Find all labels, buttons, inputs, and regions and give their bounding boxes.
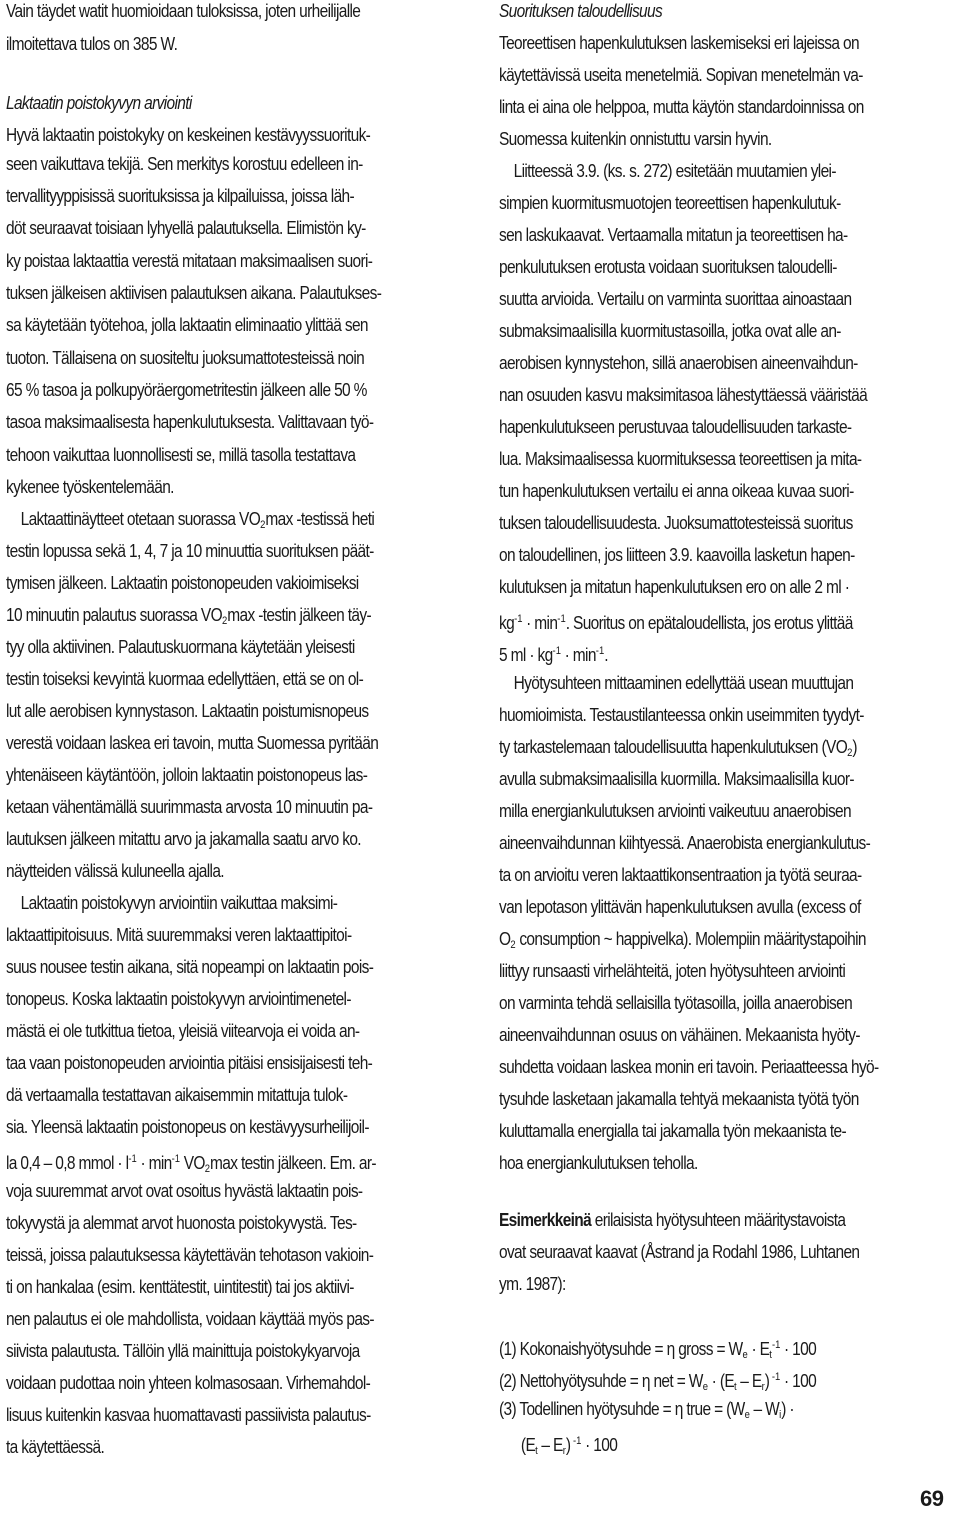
text-segment: . Suoritus on epätaloudellista, jos erotus ylittää xyxy=(565,613,853,633)
text-line xyxy=(499,320,841,342)
text-segment: dä vertaamalla testattavan aikaisemmin mitattuja tulok- xyxy=(6,1085,348,1105)
text-line xyxy=(499,0,662,22)
text-line xyxy=(499,928,866,956)
text-segment: · 100 xyxy=(581,1435,618,1455)
text-segment: linta ei aina ole helppoa, mutta käytön standardoinnissa on xyxy=(499,97,864,117)
text-segment: avulla submaksimaalisilla kuormilla. Maksimaalisilla kuor- xyxy=(499,769,854,789)
text-segment: . xyxy=(604,645,608,665)
text-segment: suus nousee testin aikana, sitä nopeampi on laktaatin pois- xyxy=(6,957,374,977)
text-segment: max -testissä heti xyxy=(265,509,375,529)
text-line xyxy=(6,636,355,658)
superscript: -1 xyxy=(595,645,605,657)
text-line xyxy=(499,288,851,310)
text-segment: ketaan vähentämällä suurimmasta arvosta 10 minuutin pa- xyxy=(6,797,373,817)
text-line xyxy=(499,1273,566,1295)
text-segment: ) · xyxy=(781,1399,794,1419)
text-segment: 10 minuutin palautus suorassa VO xyxy=(6,605,223,625)
superscript: -1 xyxy=(514,613,523,625)
text-line xyxy=(6,892,337,914)
text-segment: 65 % tasoa ja polkupyöräergometritestin jälkeen alle 50 % xyxy=(6,380,367,400)
text-line xyxy=(6,185,354,207)
subscript: t xyxy=(734,1381,737,1393)
text-segment: siivista palautusta. Tällöin yllä mainittuja poistokykyarvoja xyxy=(6,1341,360,1361)
text-line xyxy=(6,956,373,978)
text-line xyxy=(6,1020,359,1042)
superscript: -1 xyxy=(769,1371,781,1383)
text-segment: aineenvaihdunnan kiihtyessä. Anaerobista energiankulutus- xyxy=(499,833,871,853)
text-line xyxy=(6,217,366,239)
text-line xyxy=(6,540,374,562)
text-line xyxy=(6,1340,360,1362)
text-segment: ky poistaa laktaattia verestä mitataan maksimaalisen suori- xyxy=(6,251,373,271)
text-line xyxy=(499,576,849,598)
text-line xyxy=(499,800,851,822)
text-segment: la 0,4 – 0,8 mmol · l xyxy=(6,1153,129,1173)
text-segment: tonopeus. Koska laktaatin poistokyvyn arviointimenetel- xyxy=(6,989,351,1009)
text-line xyxy=(6,379,367,401)
text-segment: · min xyxy=(560,645,596,665)
text-segment: testin toiseksi kevyintä kuormaa edellyttäen, että se on ol- xyxy=(6,669,364,689)
text-segment: Suorituksen taloudellisuus xyxy=(499,1,663,21)
text-line xyxy=(6,347,364,369)
text-line xyxy=(6,860,224,882)
text-segment: tokyvystä ja alemmat arvot huonosta poistokyvystä. Tes- xyxy=(6,1213,357,1233)
text-segment: käytettävissä useita menetelmiä. Sopivan menetelmän va- xyxy=(499,65,863,85)
text-segment: hapenkulutukseen perustuvaa taloudellisuuden tarkaste- xyxy=(499,417,852,437)
text-segment: simpien kuormitusmuotojen teoreettisen hapenkulutuk- xyxy=(499,193,841,213)
text-segment: huomioimista. Testaustilanteessa onkin useimmiten tyydyt- xyxy=(499,705,864,725)
text-segment: taa vaan poistonopeuden arviointia pitäisi ensisijaisesti teh- xyxy=(6,1053,373,1073)
text-segment: Teoreettisen hapenkulutuksen laskemiseksi eri lajeissa on xyxy=(499,33,859,53)
text-segment: tehoon vaikuttaa luonnollisesti se, millä tasolla testattava xyxy=(6,445,356,465)
text-segment: ) xyxy=(565,1435,571,1455)
text-segment: · min xyxy=(522,613,558,633)
subscript: e xyxy=(742,1349,748,1361)
text-line xyxy=(499,96,864,118)
text-segment: VO xyxy=(180,1153,205,1173)
text-line xyxy=(6,153,363,175)
subscript: 2 xyxy=(222,615,228,627)
text-line xyxy=(499,1056,879,1078)
text-segment: näytteiden välissä kuluneella ajalla. xyxy=(6,861,224,881)
text-line xyxy=(499,1209,845,1231)
text-line xyxy=(6,1436,104,1458)
text-line xyxy=(499,480,854,502)
text-segment: ta käytettäessä. xyxy=(6,1437,105,1457)
text-segment: Laktaattinäytteet otetaan suorassa VO xyxy=(6,509,261,529)
text-line xyxy=(6,0,360,22)
text-line xyxy=(499,768,854,790)
superscript: -1 xyxy=(771,1339,781,1351)
text-line xyxy=(499,1398,794,1426)
text-segment: kykenee työskentelemään. xyxy=(6,477,174,497)
text-line xyxy=(499,128,772,150)
text-segment: · E xyxy=(747,1339,770,1359)
text-line xyxy=(499,1120,846,1142)
text-segment: submaksimaalisilla kuormitustasoilla, jotka ovat alle an- xyxy=(499,321,841,341)
text-line xyxy=(499,736,857,764)
text-line xyxy=(6,1084,347,1106)
text-segment: aineenvaihdunnan osuus on vähäinen. Mekaanista hyöty- xyxy=(499,1025,860,1045)
text-segment: liittyy runsaasti virhelähteitä, joten hyötysuhteen arviointi xyxy=(499,961,846,981)
text-segment: tasoa maksimaalisesta hapenkulutuksesta. Valittavaan työ- xyxy=(6,412,374,432)
superscript: -1 xyxy=(128,1153,137,1165)
bold-text: Esimerkkeinä xyxy=(499,1210,592,1230)
text-line xyxy=(499,1334,816,1366)
text-line xyxy=(499,640,608,666)
superscript: -1 xyxy=(552,645,561,657)
text-segment: (1) Kokonaishyötysuhde = η gross = W xyxy=(499,1339,743,1359)
subscript: 2 xyxy=(204,1163,211,1175)
text-segment: (E xyxy=(499,1435,536,1455)
text-segment: consumption ~ happivelka). Molempiin määritystapoihin xyxy=(515,929,866,949)
text-line xyxy=(499,832,870,854)
text-segment: verestä voidaan laskea eri tavoin, mutta Suomessa pyritään xyxy=(6,733,379,753)
text-line xyxy=(499,1024,860,1046)
text-line xyxy=(499,512,853,534)
text-segment: kg xyxy=(499,613,515,633)
text-line xyxy=(6,314,368,336)
text-line xyxy=(499,672,853,694)
text-segment: (2) Nettohyötysuhde = η net = W xyxy=(499,1371,703,1391)
text-line xyxy=(499,32,859,54)
text-line xyxy=(6,1212,357,1234)
text-segment: suutta arvioida. Vertailu on varminta suorittaa ainoastaan xyxy=(499,289,852,309)
text-segment: Laktaatin poistokyvyn arviointiin vaikuttaa maksimi- xyxy=(6,893,338,913)
text-line xyxy=(6,250,372,272)
text-segment: Suomessa kuitenkin onnistuttu varsin hyvin. xyxy=(499,129,772,149)
text-line xyxy=(6,124,370,146)
page-number: 69 xyxy=(920,1486,944,1511)
text-segment: ilmoitettava tulos on 385 W. xyxy=(6,34,178,54)
text-line xyxy=(499,864,862,886)
text-line xyxy=(6,1276,354,1298)
text-segment: testin lopussa sekä 1, 4, 7 ja 10 minuuttia suorituksen päät- xyxy=(6,541,374,561)
text-segment: tuoton. Tällaisena on suositeltu juoksumattotesteissä noin xyxy=(6,348,365,368)
text-segment: tuksen taloudellisuudesta. Juoksumattotesteissä suoritus xyxy=(499,513,853,533)
text-line xyxy=(6,476,174,498)
text-line xyxy=(6,411,373,433)
subscript: r xyxy=(761,1381,765,1393)
text-segment: hoa energiankulutuksen teholla. xyxy=(499,1153,698,1173)
text-segment: lisuus kuitenkin kasvaa huomattavasti passiivista palautus- xyxy=(6,1405,371,1425)
text-line xyxy=(6,282,381,304)
text-line xyxy=(6,92,192,114)
text-segment: Vain täydet watit huomioidaan tuloksissa, joten urheilijalle xyxy=(6,1,361,21)
text-line xyxy=(499,1241,859,1263)
text-line xyxy=(6,796,372,818)
text-line xyxy=(499,992,852,1014)
text-line xyxy=(6,444,355,466)
text-line xyxy=(6,924,351,946)
text-line xyxy=(6,668,363,690)
text-segment: on taloudellinen, jos liitteen 3.9. kaavoilla lasketun hapen- xyxy=(499,545,855,565)
text-segment: lua. Maksimaalisessa kuormituksessa teoreettisen ja mita- xyxy=(499,449,862,469)
subscript: i xyxy=(779,1409,782,1421)
text-line xyxy=(499,544,855,566)
text-segment: penkulutuksen erotusta voidaan suorituksen taloudelli- xyxy=(499,257,837,277)
text-segment: teissä, joissa palautuksessa käytettävän tehotason vakioin- xyxy=(6,1245,374,1265)
text-segment: ovat seuraavat kaavat (Åstrand ja Rodahl 1986, Luhtanen xyxy=(499,1242,860,1262)
superscript: -1 xyxy=(570,1435,582,1447)
text-line xyxy=(499,224,848,246)
text-line xyxy=(499,192,841,214)
text-segment: van lepotason ylittävän hapenkulutuksen avulla (excess of xyxy=(499,897,861,917)
text-segment: · 100 xyxy=(780,1339,817,1359)
text-line xyxy=(6,1052,372,1074)
text-line xyxy=(6,572,359,594)
subscript: t xyxy=(769,1349,772,1361)
subscript: e xyxy=(702,1381,708,1393)
text-line xyxy=(499,448,861,470)
text-line xyxy=(499,1366,816,1398)
text-segment: – W xyxy=(749,1399,780,1419)
text-segment: voidaan pudottaa noin yhteen kolmasosaan. Virhemahdol- xyxy=(6,1373,371,1393)
text-line xyxy=(499,960,845,982)
subscript: 2 xyxy=(847,747,853,759)
text-line xyxy=(6,1244,373,1266)
text-line xyxy=(6,1148,376,1180)
text-segment: nen palautus ei ole mahdollista, voidaan käyttää myös pas- xyxy=(6,1309,374,1329)
text-segment: mästä ei ole tutkittua tietoa, yleisiä viitearvoja ei voida an- xyxy=(6,1021,360,1041)
text-segment: tysuhde lasketaan jakamalla tehtyä mekaanista työtä työn xyxy=(499,1089,859,1109)
text-segment: tuksen jälkeisen aktiivisen palautuksen aikana. Palautukses- xyxy=(6,283,382,303)
text-line xyxy=(499,1430,617,1462)
text-line xyxy=(6,33,177,55)
text-segment: ti on hankalaa (esim. kenttätestit, uintitestit) tai jos aktiivi- xyxy=(6,1277,354,1297)
text-segment: erilaisista hyötysuhteen määritystavoista xyxy=(591,1210,846,1230)
text-line xyxy=(499,896,861,918)
text-segment: tervallityyppisissä suorituksissa ja kilpailuissa, joissa läh- xyxy=(6,186,355,206)
text-line xyxy=(6,1404,371,1426)
text-segment: sia. Yleensä laktaatin poistonopeus on kestävyysurheilijoil- xyxy=(6,1117,369,1137)
text-line xyxy=(6,700,369,722)
text-line xyxy=(6,508,374,536)
text-segment: · 100 xyxy=(780,1371,817,1391)
text-line xyxy=(6,1308,374,1330)
subscript: 2 xyxy=(510,939,516,951)
text-line xyxy=(499,352,858,374)
text-segment: tun hapenkulutuksen vertailu ei anna oikeaa kuvaa suori- xyxy=(499,481,854,501)
text-line xyxy=(6,828,361,850)
text-line xyxy=(499,64,863,86)
text-segment: on varminta tehdä sellaisilla työtasoilla, joilla anaerobisen xyxy=(499,993,853,1013)
text-segment: yhtenäiseen käytäntöön, jolloin laktaatin poistonopeus las- xyxy=(6,765,368,785)
text-segment: O xyxy=(499,929,511,949)
text-segment: max -testin jälkeen täy- xyxy=(227,605,371,625)
text-line xyxy=(6,732,378,754)
text-line xyxy=(499,704,864,726)
text-segment: ) xyxy=(764,1371,770,1391)
text-segment: seen vaikuttava tekijä. Sen merkitys korostuu edelleen in- xyxy=(6,154,363,174)
text-segment: Hyötysuhteen mittaaminen edellyttää usean muuttujan xyxy=(499,673,854,693)
text-segment: 5 ml · kg xyxy=(499,645,553,665)
text-segment: tymisen jälkeen. Laktaatin poistonopeuden vakioimiseksi xyxy=(6,573,359,593)
subscript: 2 xyxy=(260,519,266,531)
text-line xyxy=(499,384,867,406)
subscript: r xyxy=(562,1445,566,1457)
text-segment: ty tarkastelemaan taloudellisuutta hapenkulutuksen (VO xyxy=(499,737,848,757)
text-segment: sen laskukaavat. Vertaamalla mitatun ja teoreettisen ha- xyxy=(499,225,848,245)
text-segment: ) xyxy=(852,737,857,757)
text-segment: ta on arvioitu veren laktaattikonsentraation ja työtä seuraa- xyxy=(499,865,862,885)
text-segment: aerobisen kynnystehon, sillä anaerobisen aineenvaihdun- xyxy=(499,353,858,373)
text-line xyxy=(6,1372,370,1394)
text-segment: laktaattipitoisuus. Mitä suuremmaksi veren laktaattipitoi- xyxy=(6,925,352,945)
text-segment: lut alle aerobisen kynnystason. Laktaatin poistumisnopeus xyxy=(6,701,369,721)
subscript: t xyxy=(535,1445,538,1457)
text-segment: – E xyxy=(537,1435,563,1455)
text-segment: (3) Todellinen hyötysuhde = η true = (W xyxy=(499,1399,745,1419)
text-segment: ym. 1987): xyxy=(499,1274,566,1294)
text-segment: kuluttamalla energialla tai jakamalla työn mekaanista te- xyxy=(499,1121,846,1141)
text-segment: max testin jälkeen. Em. ar- xyxy=(210,1153,376,1173)
text-segment: · min xyxy=(136,1153,172,1173)
subscript: e xyxy=(744,1409,750,1421)
text-line xyxy=(6,988,351,1010)
superscript: -1 xyxy=(557,613,566,625)
text-segment: sa käytetään työtehoa, jolla laktaatin eliminaatio ylittää sen xyxy=(6,315,368,335)
text-line xyxy=(6,1180,362,1202)
text-line xyxy=(499,1152,698,1174)
text-segment: döt seuraavat toisiaan lyhyellä palautuksella. Elimistön ky- xyxy=(6,218,366,238)
text-line xyxy=(6,604,371,632)
text-line xyxy=(499,1088,859,1110)
text-segment: kulutuksen ja mitatun hapenkulutuksen ero on alle 2 ml · xyxy=(499,577,850,597)
text-line xyxy=(499,416,851,438)
text-segment: suhdetta voidaan laskea monin eri tavoin. Periaatteessa hyö- xyxy=(499,1057,879,1077)
text-line xyxy=(6,764,367,786)
text-segment: Laktaatin poistokyvyn arviointi xyxy=(6,93,192,113)
text-line xyxy=(499,160,836,182)
text-segment: tyy olla aktiivinen. Palautuskuormana käytetään yleisesti xyxy=(6,637,355,657)
text-segment: · (E xyxy=(707,1371,735,1391)
text-segment: Liitteessä 3.9. (ks. s. 272) esitetään muutamien ylei- xyxy=(499,161,836,181)
text-line xyxy=(6,1116,369,1138)
text-line xyxy=(499,256,837,278)
text-segment: milla energiankulutuksen arviointi vaikeutuu anaerobisen xyxy=(499,801,851,821)
text-segment: lautuksen jälkeen mitattu arvo ja jakamalla saatu arvo ko. xyxy=(6,829,361,849)
text-segment: voja suuremmat arvot ovat osoitus hyvästä laktaatin pois- xyxy=(6,1181,363,1201)
text-segment: nan osuuden kasvu maksimitasoa lähestyttäessä vääristää xyxy=(499,385,868,405)
text-segment: – E xyxy=(736,1371,762,1391)
text-segment: Hyvä laktaatin poistokyky on keskeinen kestävyyssuorituk- xyxy=(6,125,371,145)
text-line xyxy=(499,608,853,634)
superscript: -1 xyxy=(171,1153,181,1165)
